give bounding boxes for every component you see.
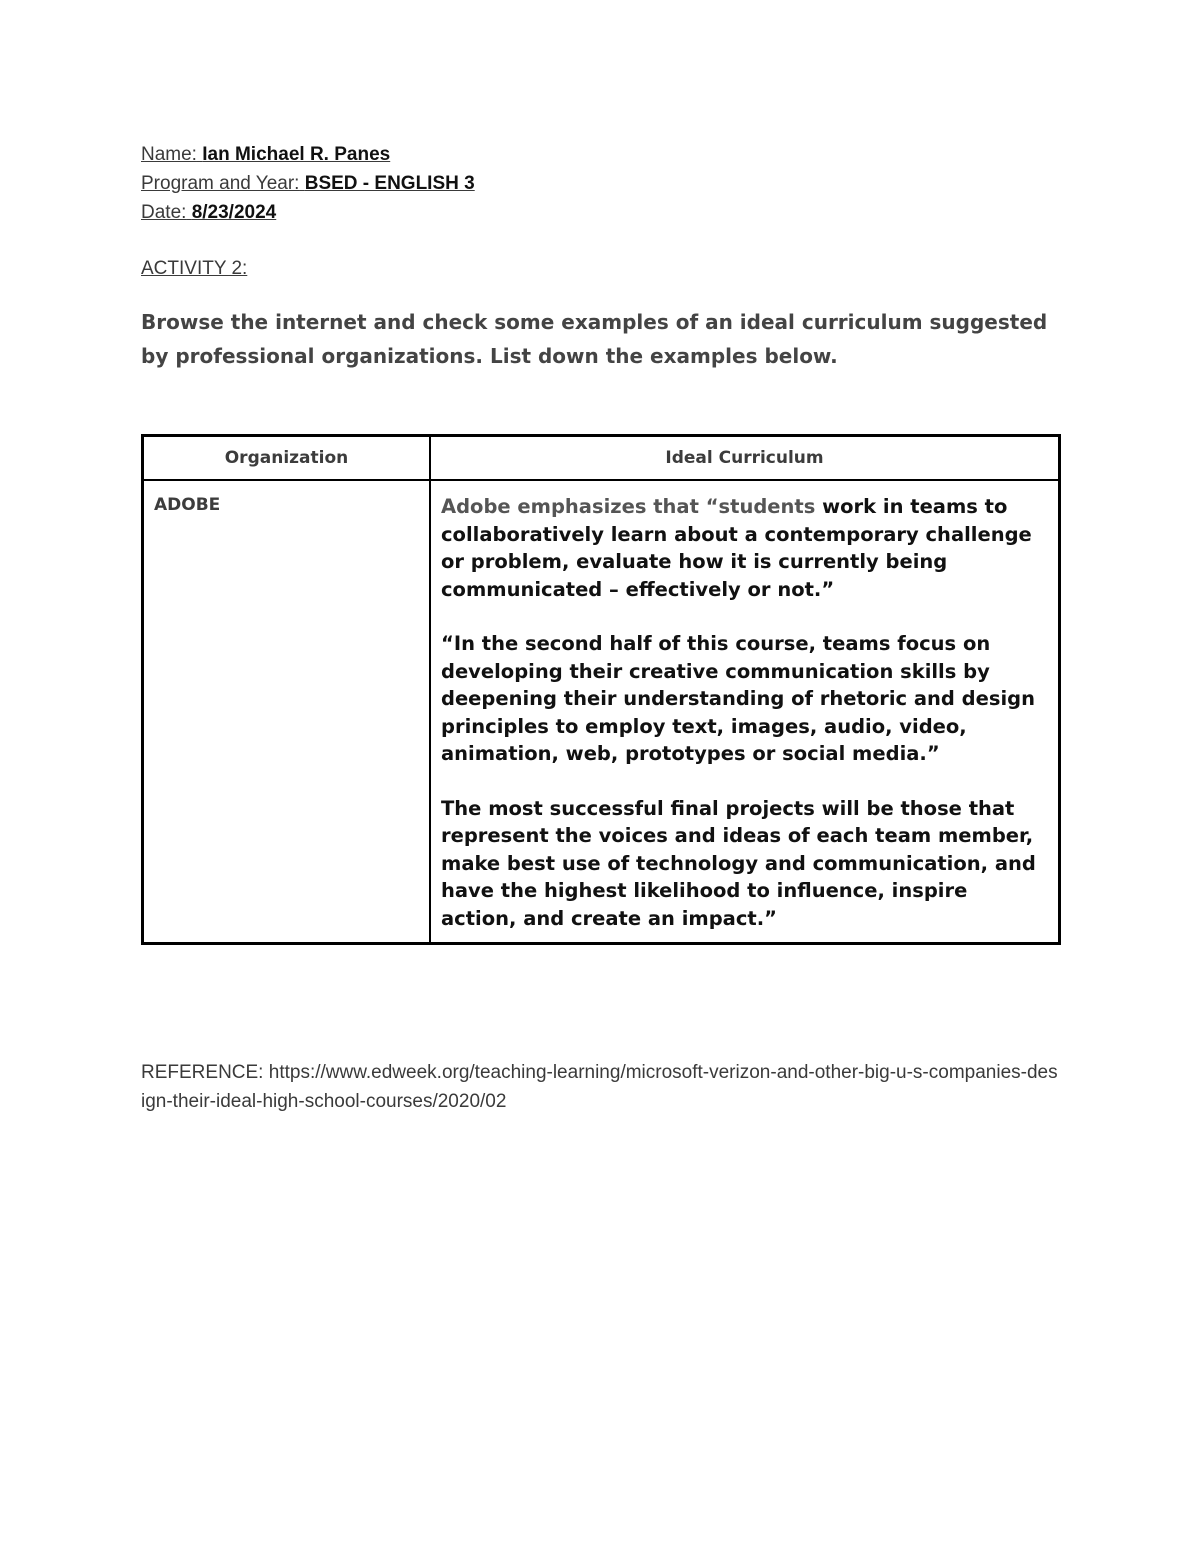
curriculum-table: [141, 434, 1061, 945]
organization-cell: ADOBE: [143, 480, 431, 944]
date-value: 8/23/2024: [191, 202, 277, 223]
curriculum-paragraph-1: [441, 493, 1048, 603]
table-header-row: [143, 436, 1060, 481]
name-label: Name:: [141, 144, 197, 165]
curriculum-lead-in: Adobe emphasizes that “students: [441, 495, 816, 518]
reference-line: [141, 1058, 1061, 1116]
document-page: [141, 140, 1061, 1112]
program-value: BSED - ENGLISH 3: [304, 173, 475, 194]
curriculum-cell: [430, 480, 1060, 944]
reference-url: https://www.edweek.org/teaching-learning/microsoft-verizon-and-other-big-u-s-companies-design-their-ideal-high-school-courses/2020/02: [141, 1062, 1058, 1112]
activity-instructions: Browse the internet and check some examples of an ideal curriculum suggested by professional organizations. List down the examples below.: [141, 310, 1048, 368]
reference-label: REFERENCE:: [141, 1062, 264, 1083]
header-ideal-curriculum: Ideal Curriculum: [430, 436, 1060, 481]
table-row: [143, 480, 1060, 944]
curriculum-paragraph-3: The most successful final projects will be those that represent the voices and ideas of each team member, make best use of technology and communication, and have the highest likelihood to influence, inspire action, and create an impact.”: [441, 796, 1036, 930]
date-line: [141, 198, 1061, 227]
program-line: [141, 169, 1061, 198]
curriculum-paragraph-2: “In the second half of this course, teams focus on developing their creative communication skills by deepening their understanding of rhetoric and design principles to employ text, images, audio, video, animation, web, prototypes or social media.”: [441, 632, 1035, 765]
activity-title: ACTIVITY 2:: [141, 258, 248, 279]
date-label: Date:: [141, 202, 187, 223]
name-line: [141, 140, 1061, 169]
header-organization: Organization: [143, 436, 431, 481]
curriculum-p1-rest: work in teams to collaboratively learn about a contemporary challenge or problem, evaluate how it is currently being communicated – effectively or not.”: [441, 495, 1032, 601]
program-label: Program and Year:: [141, 173, 300, 194]
name-value: Ian Michael R. Panes: [202, 144, 391, 165]
